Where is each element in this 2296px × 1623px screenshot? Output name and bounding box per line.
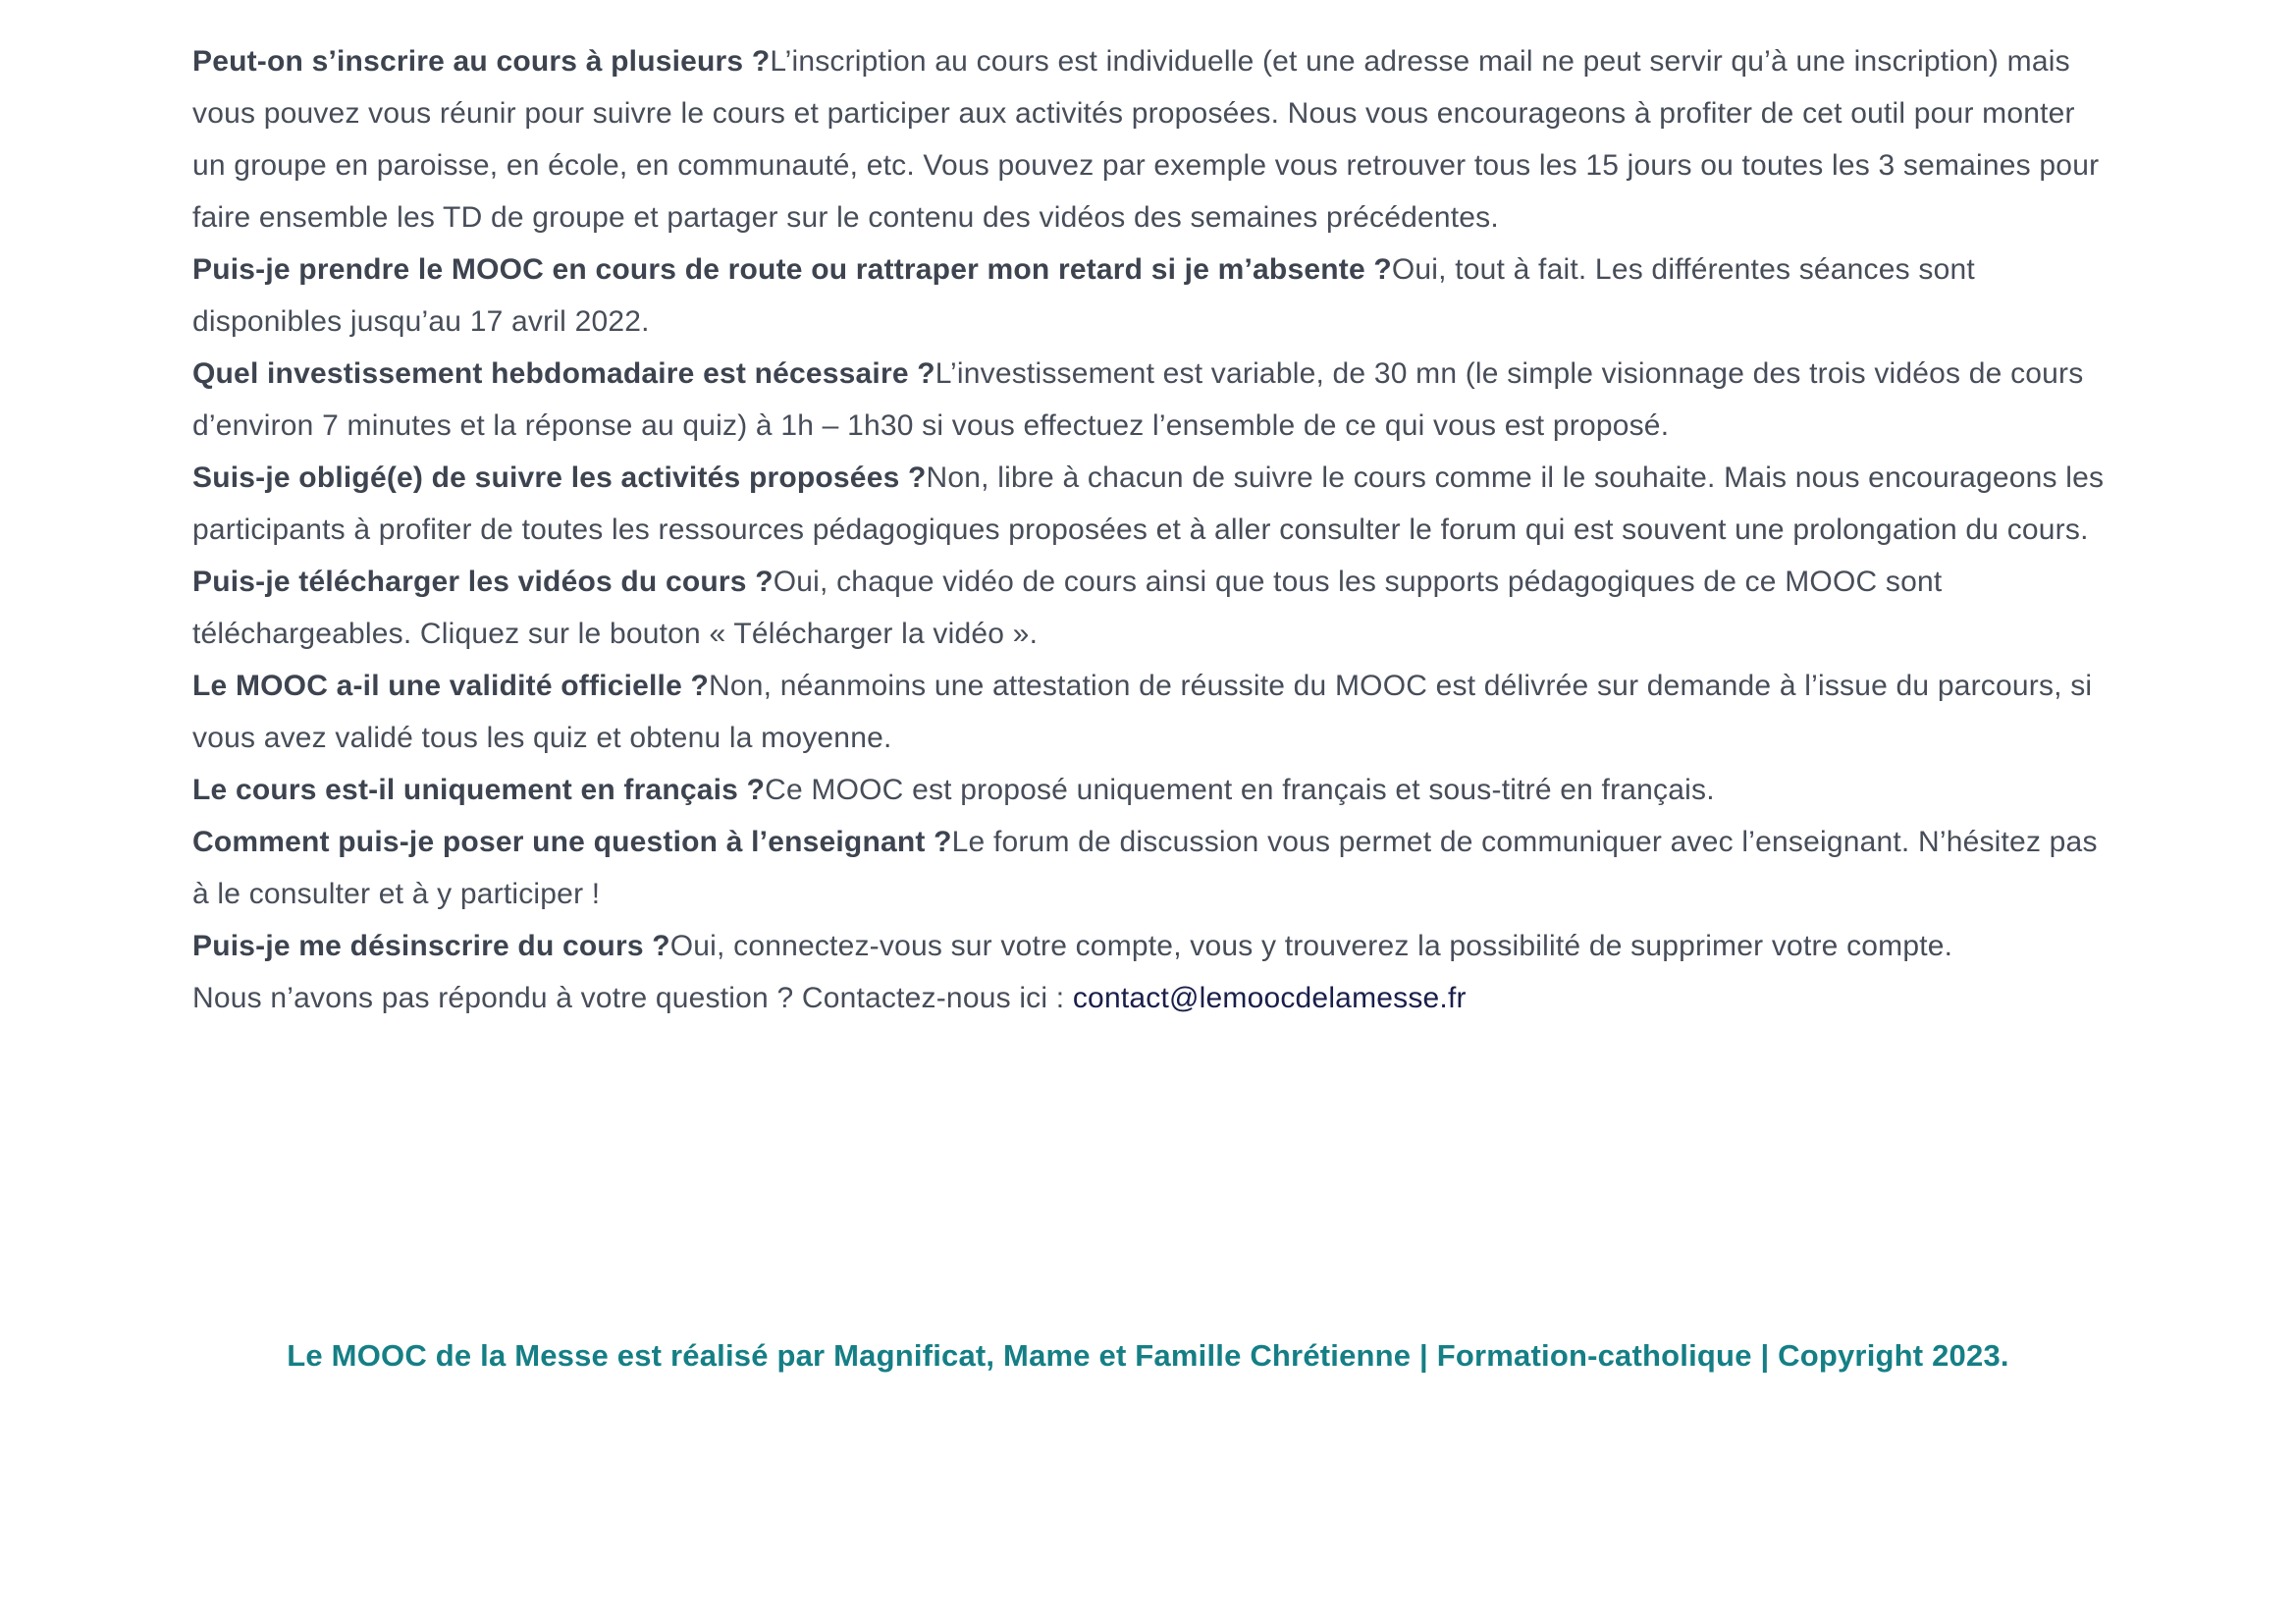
- faq-question: Comment puis-je poser une question à l’enseignant ?: [192, 826, 952, 858]
- faq-item: [192, 556, 2116, 660]
- faq-answer: Oui, chaque vidéo de cours ainsi que tous les supports pédagogiques de ce MOOC sont téléchargeables. Cliquez sur le bouton « Télécharger la vidéo ».: [192, 566, 1943, 650]
- faq-question: Quel investissement hebdomadaire est nécessaire ?: [192, 357, 935, 390]
- faq-item: [192, 660, 2116, 764]
- faq-item: [192, 243, 2116, 348]
- faq-question: Puis-je télécharger les vidéos du cours ?: [192, 566, 774, 598]
- faq-item: [192, 764, 2116, 816]
- faq-answer: Ce MOOC est proposé uniquement en français et sous-titré en français.: [765, 774, 1715, 806]
- faq-question: Puis-je me désinscrire du cours ?: [192, 930, 670, 962]
- faq-answer: Oui, connectez-vous sur votre compte, vous y trouverez la possibilité de supprimer votre compte.: [669, 930, 1953, 962]
- faq-answer: Non, néanmoins une attestation de réussite du MOOC est délivrée sur demande à l’issue du parcours, si vous avez validé tous les quiz et obtenu la moyenne.: [192, 670, 2093, 754]
- faq-question: Puis-je prendre le MOOC en cours de route ou rattraper mon retard si je m’absente ?: [192, 253, 1392, 286]
- faq-answer: Oui, tout à fait. Les différentes séances sont disponibles jusqu’au 17 avril 2022.: [192, 253, 1975, 338]
- faq-question: Suis-je obligé(e) de suivre les activités proposées ?: [192, 461, 927, 494]
- faq-item: [192, 348, 2116, 452]
- contact-email-link[interactable]: contact@lemoocdelamesse.fr: [1072, 982, 1467, 1014]
- faq-item: [192, 920, 2116, 972]
- faq-item: [192, 452, 2116, 556]
- contact-line: [192, 972, 2116, 1024]
- faq-answer: Le forum de discussion vous permet de communiquer avec l’enseignant. N’hésitez pas à le consulter et à y participer !: [192, 826, 2098, 910]
- contact-text: Nous n’avons pas répondu à votre question ? Contactez-nous ici :: [192, 982, 1073, 1014]
- faq-question: Le cours est-il uniquement en français ?: [192, 774, 766, 806]
- faq-question: Peut-on s’inscrire au cours à plusieurs ?: [192, 45, 771, 78]
- footer-credit: Le MOOC de la Messe est réalisé par Magnificat, Mame et Famille Chrétienne | Formation-catholique | Copyright 2023.: [287, 1338, 2009, 1373]
- faq-item: [192, 816, 2116, 920]
- faq-section: [192, 35, 2116, 1024]
- faq-answer: Non, libre à chacun de suivre le cours comme il le souhaite. Mais nous encourageons les participants à profiter de toutes les ressources pédagogiques proposées et à aller consulter le forum qui est souvent une prolongation du cours.: [192, 461, 2105, 546]
- faq-answer: L’investissement est variable, de 30 mn (le simple visionnage des trois vidéos de cours d’environ 7 minutes et la réponse au quiz) à 1h – 1h30 si vous effectuez l’ensemble de ce qui vous est proposé.: [192, 357, 2084, 442]
- faq-answer: L’inscription au cours est individuelle (et une adresse mail ne peut servir qu’à une inscription) mais vous pouvez vous réunir pour suivre le cours et participer aux activités proposées. Nous vous encourageons à profiter de cet outil pour monter un groupe en paroisse, en école, en communauté, etc. Vous pouvez par exemple vous retrouver tous les 15 jours ou toutes les 3 semaines pour faire ensemble les TD de groupe et partager sur le contenu des vidéos des semaines précédentes.: [192, 45, 2100, 234]
- faq-question: Le MOOC a-il une validité officielle ?: [192, 670, 710, 702]
- faq-item: [192, 35, 2116, 243]
